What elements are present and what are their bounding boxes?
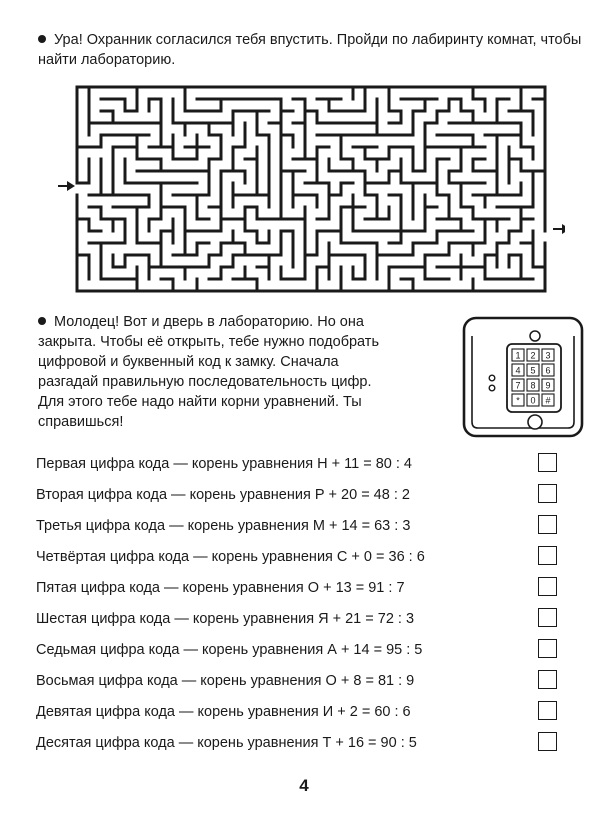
keypad-key [512,364,524,376]
svg-text:2: 2 [530,350,536,361]
svg-text:1: 1 [515,350,521,361]
equation-row [36,638,596,669]
keypad-key [527,394,539,406]
equation-row [36,731,596,762]
svg-text:8: 8 [530,380,536,391]
maze[interactable] [55,85,565,295]
equation-row [36,607,596,638]
keypad-key [542,394,554,406]
svg-text:7: 7 [515,380,521,391]
svg-text:5: 5 [530,365,536,376]
answer-box[interactable] [538,484,557,503]
page-number: 4 [299,776,309,795]
indicator-dot-icon [489,375,495,381]
equation-row [36,452,596,483]
hint-paragraph [38,312,398,432]
answer-box[interactable] [538,639,557,658]
door-lock-illustration [462,316,586,440]
bullet-icon [38,35,46,43]
keypad-key [527,364,539,376]
equation-text: Вторая цифра кода — корень уравнения Р + 20 = 48 : 2 [36,487,410,503]
keypad-key [527,379,539,391]
equation-text: Третья цифра кода — корень уравнения М + 14 = 63 : 3 [36,518,411,534]
answer-box[interactable] [538,453,557,472]
intro-paragraph [38,30,598,70]
svg-text:#: # [545,395,551,406]
keypad-key [512,379,524,391]
keypad-key [542,364,554,376]
keypad-key [542,379,554,391]
equation-row [36,514,596,545]
equation-text: Первая цифра кода — корень уравнения Н + 11 = 80 : 4 [36,456,412,472]
equation-text: Седьмая цифра кода — корень уравнения А + 14 = 95 : 5 [36,642,423,658]
equation-text: Шестая цифра кода — корень уравнения Я + 21 = 72 : 3 [36,611,415,627]
keypad-key [527,349,539,361]
answer-box[interactable] [538,546,557,565]
answer-box[interactable] [538,515,557,534]
keypad-key [512,349,524,361]
equation-text: Восьмая цифра кода — корень уравнения О + 8 = 81 : 9 [36,673,415,689]
indicator-dot-icon [489,385,495,391]
equation-row [36,576,596,607]
answer-box[interactable] [538,701,557,720]
answer-box[interactable] [538,577,557,596]
answer-box[interactable] [538,670,557,689]
entrance-arrow-icon [58,181,75,191]
svg-text:*: * [516,395,520,406]
equation-row [36,545,596,576]
intro-text: Ура! Охранник согласился тебя впустить. Пройди по лабиринту комнат, чтобы найти лабораторию. [38,32,582,68]
equation-row [36,483,596,514]
lock-handle-icon [528,415,542,429]
equation-row [36,700,596,731]
equation-row [36,669,596,700]
keypad-key [542,349,554,361]
equation-text: Четвёртая цифра кода — корень уравнения С + 0 = 36 : 6 [36,549,425,565]
svg-text:3: 3 [545,350,551,361]
bullet-icon [38,317,46,325]
exit-arrow-icon [553,224,565,234]
equation-text: Пятая цифра кода — корень уравнения О + 13 = 91 : 7 [36,580,405,596]
svg-text:0: 0 [530,395,536,406]
equation-text: Десятая цифра кода — корень уравнения Т + 16 = 90 : 5 [36,735,417,751]
svg-text:6: 6 [545,365,551,376]
svg-text:4: 4 [515,365,521,376]
maze-walls [77,87,545,291]
equation-task-list [36,452,596,762]
answer-box[interactable] [538,732,557,751]
equation-text: Девятая цифра кода — корень уравнения И + 2 = 60 : 6 [36,704,411,720]
lock-light-icon [530,331,540,341]
svg-text:9: 9 [545,380,551,391]
keypad-key [512,394,524,406]
hint-text: Молодец! Вот и дверь в лабораторию. Но она закрыта. Чтобы её открыть, тебе нужно подобрать цифровой и буквенный код к замку. Сначала разгадай правильную последовательность цифр. Для этого тебе надо найти корни уравнений. Ты справишься! [38,314,379,430]
answer-box[interactable] [538,608,557,627]
